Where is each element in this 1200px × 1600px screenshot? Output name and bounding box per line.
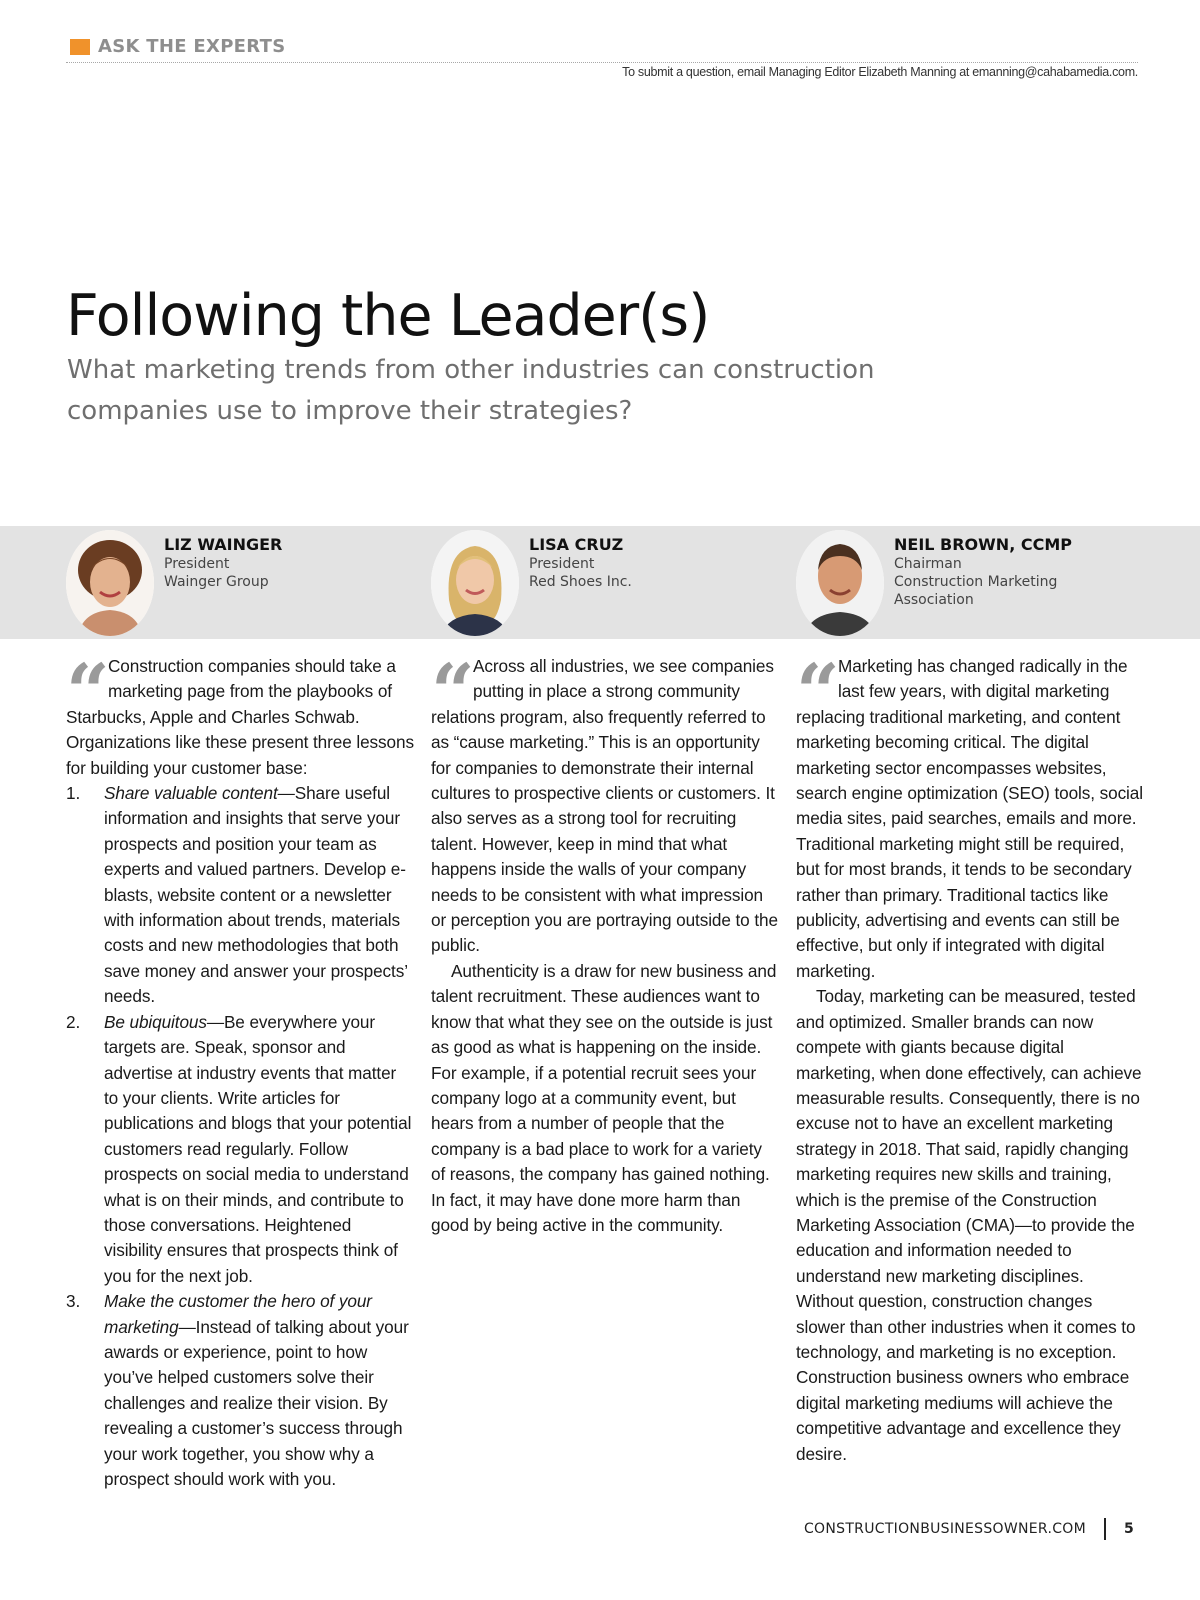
answer-column-wainger [66,647,414,1492]
footer-site: CONSTRUCTIONBUSINESSOWNER.COM [803,1521,1086,1537]
expert-band [0,526,1200,639]
list-item-title: Share valuable content [104,783,278,804]
expert-name: LIZ WAINGER [164,535,283,554]
list-item-title: Be ubiquitous [104,1011,207,1032]
list-item-text: —Be everywhere your targets are. Speak, sponsor and advertise at industry events that matter to your clients. Write articles for publications and blogs that your potential customers read regularly. Follow prospects on social media to understand what is on their minds, and contribute to those conversations. Heightened visibility ensures that prospects think of you for the next job. [104,1011,412,1286]
list-item-text: —Instead of talking about your awards or experience, point to how you’ve helped customers solve their challenges and realize their vision. By revealing a customer’s success through your work together, you show why a prospect should work with you. [104,1316,409,1489]
expert-name: LISA CRUZ [529,535,624,554]
list-item-number: 3. [66,1291,81,1312]
submit-note: To submit a question, email Managing Editor Elizabeth Manning at emanning@cahabamedia.com. [622,65,1138,79]
list-item [66,1010,414,1289]
list-item-title: Make the customer the hero of your marketing [104,1291,372,1337]
expert-role: President [529,556,595,572]
portrait-icon [66,530,154,636]
expert-org: Red Shoes Inc. [529,574,632,590]
list-item-number: 2. [66,1011,81,1032]
article-title: Following the Leader(s) [66,283,710,349]
section-tag-square [70,39,90,55]
expert-info-wainger [164,535,404,591]
answer-column-brown [796,647,1144,1467]
expert-photo-cruz [431,530,519,636]
header-rule [66,62,1138,63]
quote-mark-icon: “ [796,647,840,736]
answer-intro: Construction companies should take a marketing page from the playbooks of Starbucks, Apple and Charles Schwab. Organizations like these present three lessons for building your customer base: [66,656,414,778]
section-tag [70,36,285,57]
answer-paragraph: Today, marketing can be measured, tested and optimized. Smaller brands can now compete with giants because digital marketing, when done effectively, can achieve measurable results. Consequently, there is no excuse not to have an excellent marketing strategy in 2018. That said, rapidly changing marketing requires new skills and training, which is the premise of the Construction Marketing Association (CMA)—to provide the education and information needed to understand new marketing disciplines. Without question, construction changes slower than other industries when it comes to technology, and marketing is no exception. Construction business owners who embrace digital marketing mediums will achieve the competitive advantage and excellence they desire. [796,986,1142,1464]
expert-photo-wainger [66,530,154,636]
answer-column-cruz [431,647,779,1238]
expert-info-cruz [529,535,769,591]
expert-info-brown [894,535,1134,609]
list-item-number: 1. [66,783,81,804]
expert-org: Construction Marketing Association [894,574,1058,608]
expert-role: President [164,556,230,572]
expert-org: Wainger Group [164,574,269,590]
answer-paragraph: Across all industries, we see companies putting in place a strong community relations program, also frequently referred to as “cause marketing.” This is an opportunity for companies to demonstrate their internal cultures to prospective clients or customers. It also serves as a strong tool for recruiting talent. However, keep in mind that what happens inside the walls of your company needs to be consistent with what impression or perception you are portraying outside to the public. [431,656,778,956]
lesson-list [66,781,414,1492]
answer-paragraph: Authenticity is a draw for new business and talent recruitment. These audiences want to know that what they see on the outside is just as good as what is happening on the inside. For example, if a potential recruit sees your company logo at a community event, but hears from a number of people that the company is a bad place to work for a variety of reasons, the company has gained nothing. In fact, it may have done more harm than good by being active in the community. [431,960,777,1235]
expert-name: NEIL BROWN, CCMP [894,535,1072,554]
section-tag-label: ASK THE EXPERTS [98,36,286,57]
quote-mark-icon: “ [431,647,475,736]
answer-paragraph: Marketing has changed radically in the last few years, with digital marketing replacing traditional marketing, and content marketing becoming critical. The digital marketing sector encompasses websites, search engine optimization (SEO) tools, social media sites, paid searches, emails and more. Traditional marketing might still be required, but for most brands, it tends to be secondary rather than primary. Traditional tactics like publicity, advertising and events can still be effective, but only if integrated with digital marketing. [796,656,1143,981]
list-item [66,1289,414,1492]
footer-divider [1104,1518,1106,1540]
expert-role: Chairman [894,556,962,572]
quote-mark-icon: “ [66,647,110,736]
expert-photo-brown [796,530,884,636]
article-subtitle: What marketing trends from other industries can construction companies use to improve their strategies? [67,355,875,426]
list-item-text: —Share useful information and insights that serve your prospects and position your team as experts and valued partners. Develop e-blasts, website content or a newsletter with information about trends, materials costs and new methodologies that both save money and answer your prospects’ needs. [104,783,408,1007]
page-number: 5 [1124,1521,1134,1537]
portrait-icon [796,530,884,636]
list-item [66,781,414,1010]
portrait-icon [431,530,519,636]
